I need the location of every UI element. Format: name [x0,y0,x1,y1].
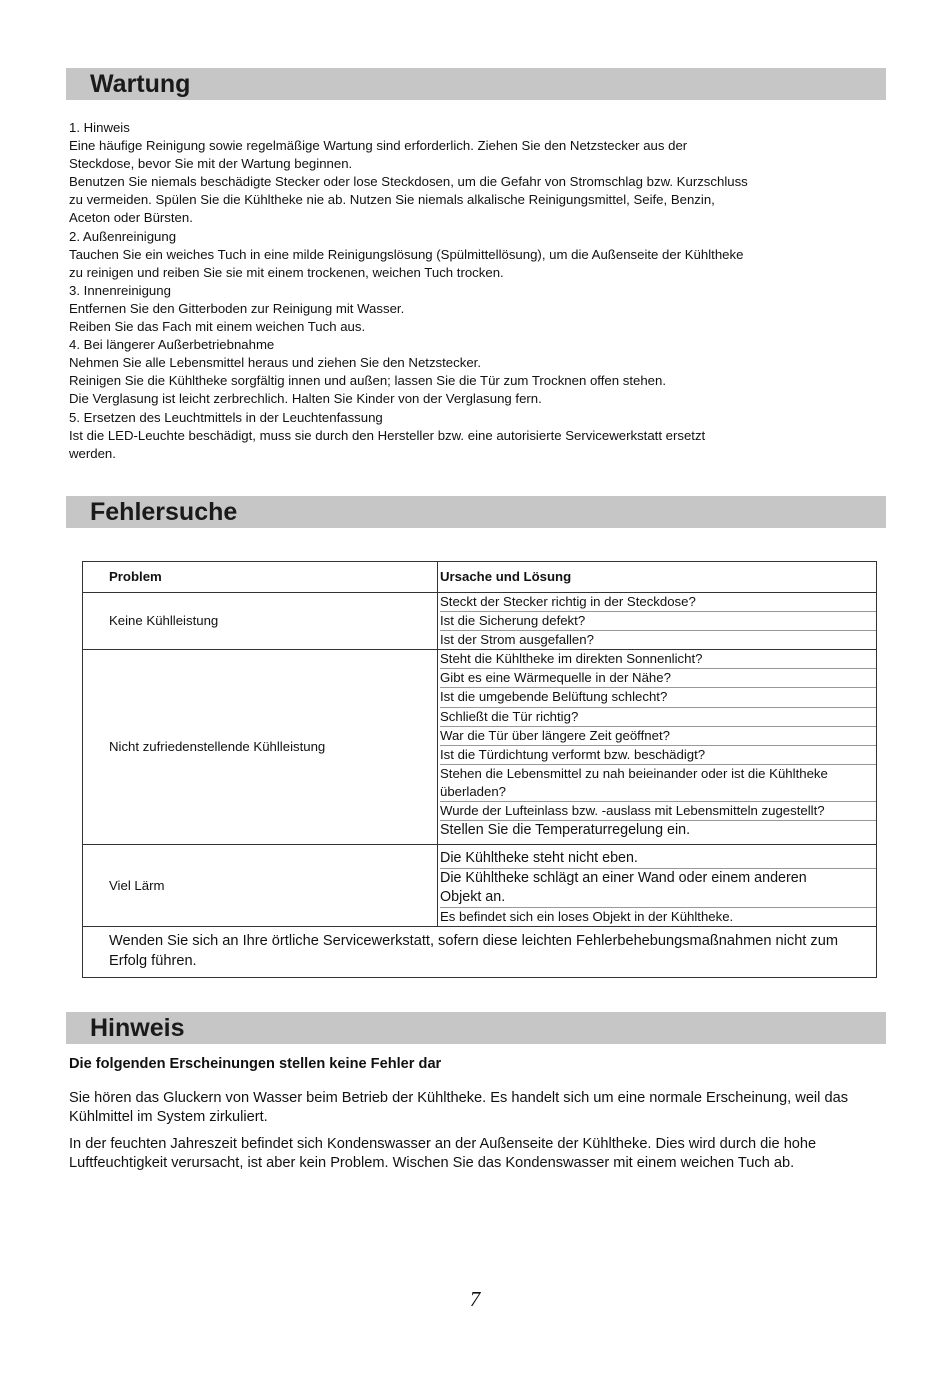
cause-line: überladen? [440,783,876,802]
wartung-line: 5. Ersetzen des Leuchtmittels in der Leuchtenfassung [69,409,383,425]
cause-line: Gibt es eine Wärmequelle in der Nähe? [440,669,876,688]
wartung-line: 4. Bei längerer Außerbetriebnahme [69,337,275,353]
wartung-line: Aceton oder Bürsten. [69,210,193,226]
section-header-wartung [66,68,886,100]
wartung-line: 1. Hinweis [69,120,130,135]
spacer [440,840,876,844]
header-problem: Problem [83,562,438,593]
section-title-hinweis: Hinweis [90,1014,185,1042]
cause-line: Es befindet sich ein loses Objekt in der Kühltheke. [440,909,734,925]
table-footer-note: Wenden Sie sich an Ihre örtliche Servicewerkstatt, sofern diese leichten Fehlerbehebungsmaßnahmen nicht zum Erfolg führen. [83,927,877,978]
cause-line: Objekt an. [440,888,876,908]
problem-cell: Nicht zufriedenstellende Kühlleistung [83,650,438,845]
wartung-line: werden. [69,445,116,461]
cause-line: Die Kühltheke schlägt an einer Wand oder einem anderen [440,870,807,887]
wartung-line: 3. Innenreinigung [69,282,171,298]
wartung-line: Eine häufige Reinigung sowie regelmäßige Wartung sind erforderlich. Ziehen Sie den Netzstecker aus der [69,138,688,154]
wartung-line: zu reinigen und reiben Sie sie mit einem trockenen, weichen Tuch trocken. [69,264,504,280]
table-row [83,845,877,927]
cause-line: Wurde der Lufteinlass bzw. -auslass mit Lebensmitteln zugestellt? [440,802,876,821]
problem-cell: Viel Lärm [83,845,438,927]
wartung-text [69,119,884,463]
cause-cell [438,593,877,650]
table-footer-row [83,927,877,978]
cause-line: War die Tür über längere Zeit geöffnet? [440,727,876,746]
cause-line: Schließt die Tür richtig? [440,708,876,727]
hinweis-paragraph: In der feuchten Jahreszeit befindet sich Kondenswasser an der Außenseite der Kühltheke. Dies wird durch die hohe Luftfeuchtigkeit verursacht, ist aber kein Problem. Wischen Sie das Kondenswasser mit einem weichen Tuch ab. [69,1135,817,1171]
wartung-line: Die Verglasung ist leicht zerbrechlich. Halten Sie Kinder von der Verglasung fern. [69,391,542,407]
section-title-fehlersuche: Fehlersuche [90,498,238,526]
cause-cell [438,845,877,927]
cause-line: Stehen die Lebensmittel zu nah beieinander oder ist die Kühltheke [440,765,828,781]
wartung-line: 2. Außenreinigung [69,228,177,244]
cause-line: Die Kühltheke steht nicht eben. [440,849,876,869]
cause-line: Steckt der Stecker richtig in der Steckdose? [440,593,876,612]
wartung-line: Tauchen Sie ein weiches Tuch in eine milde Reinigungslösung (Spülmittellösung), um die Außenseite der Kühltheke [69,246,744,262]
cause-line: Steht die Kühltheke im direkten Sonnenlicht? [440,650,876,669]
cause-line: Ist die umgebende Belüftung schlecht? [440,688,876,707]
wartung-line: Entfernen Sie den Gitterboden zur Reinigung mit Wasser. [69,300,405,316]
page-number: 7 [469,1287,481,1311]
section-header-fehlersuche [66,496,886,528]
hinweis-text [69,1055,884,1181]
cause-cell [438,650,877,845]
cause-line: Stellen Sie die Temperaturregelung ein. [440,822,691,839]
wartung-line: Ist die LED-Leuchte beschädigt, muss sie durch den Hersteller bzw. eine autorisierte Servicewerkstatt ersetzt [69,427,706,443]
hinweis-paragraph: Sie hören das Gluckern von Wasser beim Betrieb der Kühltheke. Es handelt sich um eine normale Erscheinung, weil das Kühlmittel im System zirkuliert. [69,1089,849,1125]
cause-line: Ist der Strom ausgefallen? [440,632,594,648]
cause-line: Ist die Sicherung defekt? [440,612,876,631]
problem-cell: Keine Kühlleistung [83,593,438,650]
wartung-line: Steckdose, bevor Sie mit der Wartung beginnen. [69,156,353,172]
wartung-line: zu vermeiden. Spülen Sie die Kühltheke nie ab. Nutzen Sie niemals alkalische Reinigungsmittel, Seife, Benzin, [69,192,715,208]
hinweis-subtitle: Die folgenden Erscheinungen stellen keine Fehler dar [69,1056,442,1072]
cause-line: Ist die Türdichtung verformt bzw. beschädigt? [440,746,876,765]
wartung-line: Benutzen Sie niemals beschädigte Stecker oder lose Steckdosen, um die Gefahr von Stromschlag bzw. Kurzschluss [69,174,748,190]
troubleshooting-table [82,561,877,978]
table-row [83,650,877,845]
header-cause: Ursache und Lösung [438,562,877,593]
wartung-line: Reinigen Sie die Kühltheke sorgfältig innen und außen; lassen Sie die Tür zum Trocknen offen stehen. [69,373,666,389]
table-header-row [83,562,877,593]
wartung-line: Nehmen Sie alle Lebensmittel heraus und ziehen Sie den Netzstecker. [69,355,481,371]
wartung-line: Reiben Sie das Fach mit einem weichen Tuch aus. [69,319,366,335]
table-row [83,593,877,650]
section-header-hinweis [66,1012,886,1044]
section-title-wartung: Wartung [90,70,191,98]
